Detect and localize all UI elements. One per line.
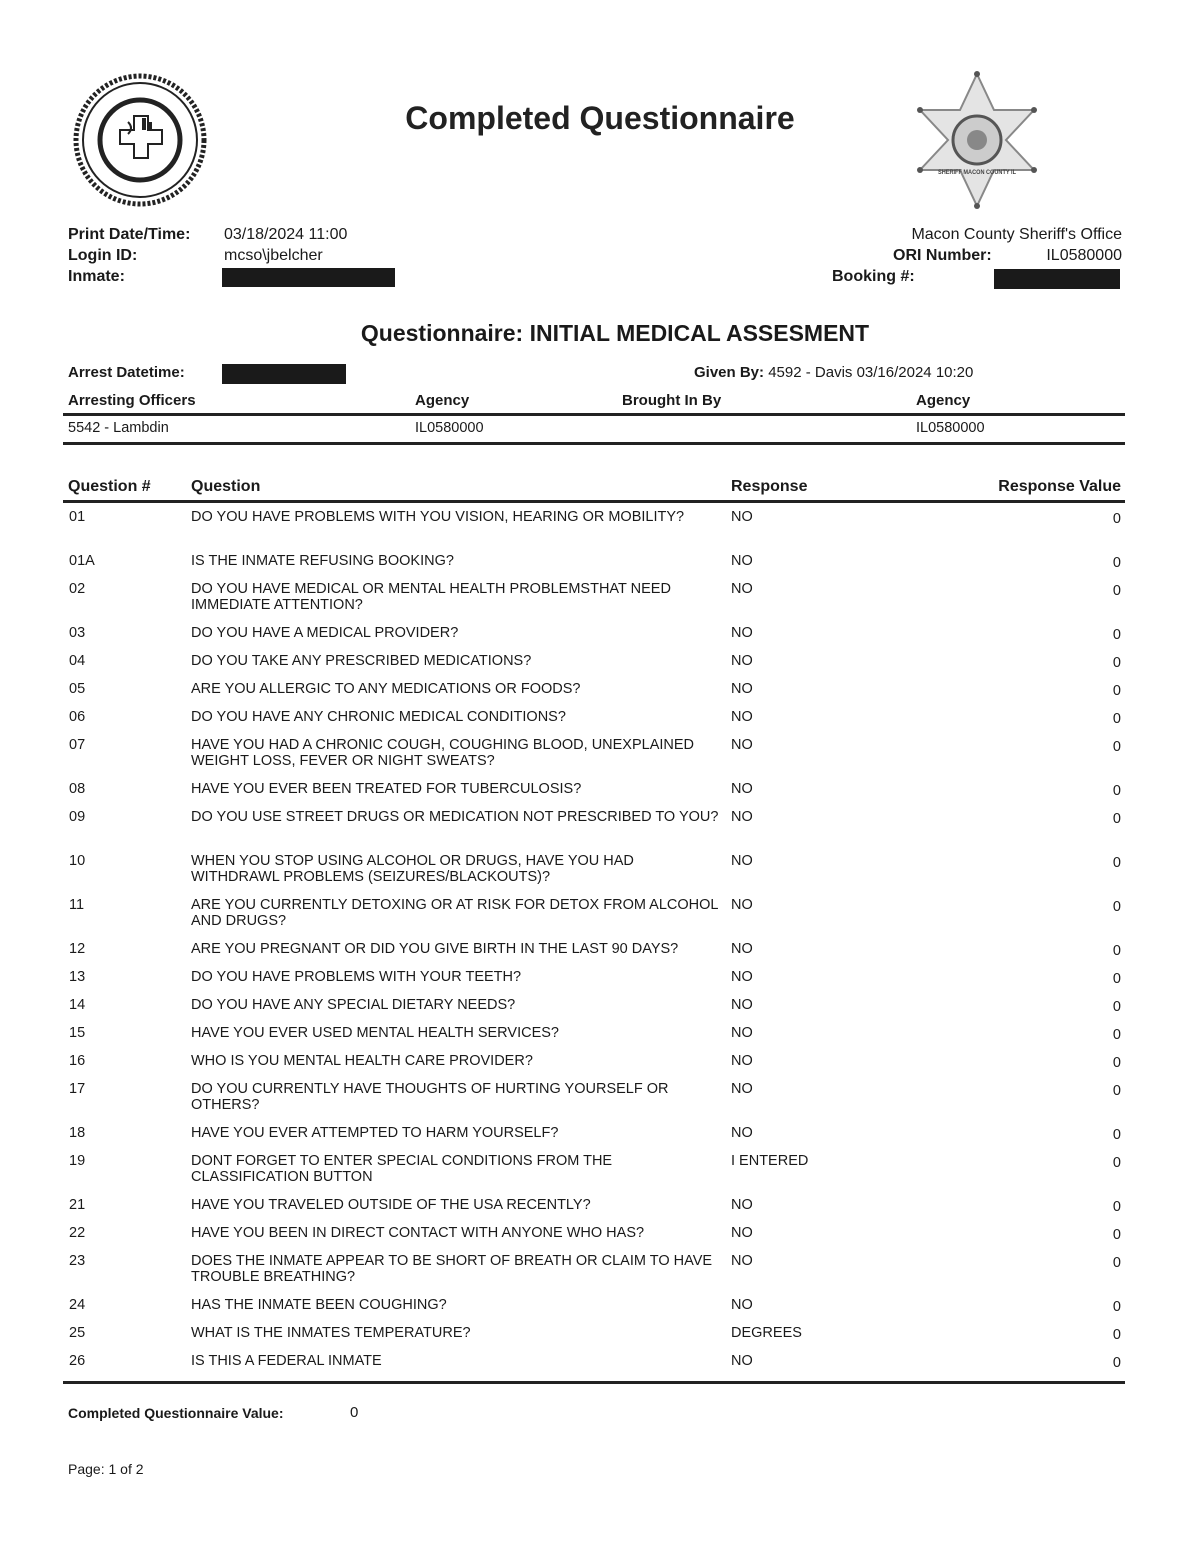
office-name: Macon County Sheriff's Office bbox=[911, 226, 1122, 243]
table-row bbox=[63, 1253, 1125, 1297]
question-number: 12 bbox=[69, 941, 86, 957]
page-title: Completed Questionnaire bbox=[405, 100, 795, 136]
question-number: 17 bbox=[69, 1081, 86, 1097]
response: NO bbox=[731, 997, 753, 1013]
question-number: 26 bbox=[69, 1353, 86, 1369]
response-value: 0 bbox=[1112, 1155, 1121, 1171]
question-text: HAS THE INMATE BEEN COUGHING? bbox=[191, 1297, 447, 1313]
response: NO bbox=[731, 941, 753, 957]
response: NO bbox=[731, 1125, 753, 1141]
question-number: 05 bbox=[69, 681, 86, 697]
arresting-agency: IL0580000 bbox=[415, 420, 484, 436]
table-row bbox=[63, 653, 1125, 681]
table-row bbox=[63, 969, 1125, 997]
response-value: 0 bbox=[1112, 739, 1121, 755]
response: NO bbox=[731, 553, 753, 569]
response: NO bbox=[731, 625, 753, 641]
question-number: 04 bbox=[69, 653, 86, 669]
print-datetime-value: 03/18/2024 11:00 bbox=[224, 226, 348, 243]
question-text: ARE YOU CURRENTLY DETOXING OR AT RISK FOR DETOX FROM ALCOHOL AND DRUGS? bbox=[191, 897, 718, 929]
response: NO bbox=[731, 1297, 753, 1313]
question-number: 16 bbox=[69, 1053, 86, 1069]
response: NO bbox=[731, 1053, 753, 1069]
question-text: IS THIS A FEDERAL INMATE bbox=[191, 1353, 382, 1369]
macon-county-seal-logo bbox=[72, 72, 208, 208]
response-value: 0 bbox=[1112, 511, 1121, 527]
ori-number-value: IL0580000 bbox=[1046, 247, 1122, 264]
question-text: HAVE YOU HAD A CHRONIC COUGH, COUGHING BLOOD, UNEXPLAINED WEIGHT LOSS, FEVER OR NIGHT SWEATS? bbox=[191, 737, 695, 769]
response: NO bbox=[731, 1197, 753, 1213]
response-value: 0 bbox=[1112, 655, 1121, 671]
booking-number-label: Booking #: bbox=[832, 268, 915, 285]
question-number: 03 bbox=[69, 625, 86, 641]
question-number: 11 bbox=[69, 897, 85, 913]
question-text: ARE YOU PREGNANT OR DID YOU GIVE BIRTH IN THE LAST 90 DAYS? bbox=[191, 941, 679, 957]
table-row bbox=[63, 1025, 1125, 1053]
table-row bbox=[63, 709, 1125, 737]
question-number: 01 bbox=[69, 509, 86, 525]
total-value-label: Completed Questionnaire Value: bbox=[68, 1405, 284, 1421]
response-value: 0 bbox=[1112, 1227, 1121, 1243]
inmate-label: Inmate: bbox=[68, 268, 125, 285]
response: NO bbox=[731, 1081, 753, 1097]
question-text: WHAT IS THE INMATES TEMPERATURE? bbox=[191, 1325, 471, 1341]
ori-number-label: ORI Number: bbox=[893, 247, 992, 264]
response: NO bbox=[731, 709, 753, 725]
column-header-response-value: Response Value bbox=[998, 478, 1121, 495]
response-value: 0 bbox=[1112, 1299, 1121, 1315]
badge-text: SHERIFF MACON COUNTY IL bbox=[938, 169, 1017, 176]
response-value: 0 bbox=[1112, 627, 1121, 643]
divider bbox=[63, 413, 1125, 416]
question-number: 08 bbox=[69, 781, 86, 797]
table-row bbox=[63, 509, 1125, 553]
response: NO bbox=[731, 1025, 753, 1041]
question-number: 23 bbox=[69, 1253, 86, 1269]
table-header bbox=[63, 476, 1125, 503]
question-number: 22 bbox=[69, 1225, 86, 1241]
table-row bbox=[63, 553, 1125, 581]
response-value: 0 bbox=[1112, 1327, 1121, 1343]
response: NO bbox=[731, 781, 753, 797]
question-text: WHO IS YOU MENTAL HEALTH CARE PROVIDER? bbox=[191, 1053, 533, 1069]
table-row bbox=[63, 1081, 1125, 1125]
sheriff-badge-logo bbox=[912, 70, 1042, 210]
arresting-officer: 5542 - Lambdin bbox=[68, 420, 169, 436]
column-header-question-number: Question # bbox=[68, 478, 151, 495]
response-value: 0 bbox=[1112, 943, 1121, 959]
inmate-redaction bbox=[222, 268, 395, 287]
table-row bbox=[63, 1225, 1125, 1253]
divider bbox=[63, 442, 1125, 445]
response: NO bbox=[731, 653, 753, 669]
question-text: DO YOU HAVE ANY CHRONIC MEDICAL CONDITIONS? bbox=[191, 709, 566, 725]
response-value: 0 bbox=[1112, 899, 1121, 915]
response-value: 0 bbox=[1112, 711, 1121, 727]
question-text: HAVE YOU EVER ATTEMPTED TO HARM YOURSELF? bbox=[191, 1125, 559, 1141]
table-row bbox=[63, 853, 1125, 897]
question-number: 01A bbox=[69, 553, 95, 569]
column-header-response: Response bbox=[731, 478, 808, 495]
question-number: 06 bbox=[69, 709, 86, 725]
question-text: HAVE YOU EVER BEEN TREATED FOR TUBERCULOSIS? bbox=[191, 781, 582, 797]
questionnaire-title: Questionnaire: INITIAL MEDICAL ASSESMENT bbox=[360, 320, 870, 346]
question-text: HAVE YOU TRAVELED OUTSIDE OF THE USA RECENTLY? bbox=[191, 1197, 591, 1213]
brought-in-agency: IL0580000 bbox=[916, 420, 985, 436]
table-row bbox=[63, 809, 1125, 853]
table-row bbox=[63, 581, 1125, 625]
response-value: 0 bbox=[1112, 1355, 1121, 1371]
response-value: 0 bbox=[1112, 971, 1121, 987]
question-number: 18 bbox=[69, 1125, 86, 1141]
table-row bbox=[63, 1353, 1125, 1381]
question-number: 13 bbox=[69, 969, 86, 985]
question-text: DO YOU HAVE ANY SPECIAL DIETARY NEEDS? bbox=[191, 997, 516, 1013]
table-row bbox=[63, 1125, 1125, 1153]
table-row bbox=[63, 897, 1125, 941]
response-value: 0 bbox=[1112, 1055, 1121, 1071]
question-text: WHEN YOU STOP USING ALCOHOL OR DRUGS, HAVE YOU HAD WITHDRAWL PROBLEMS (SEIZURES/BLACKOUTS)? bbox=[191, 853, 634, 885]
arresting-officers-header: Arresting Officers bbox=[68, 392, 196, 409]
table-bottom-divider bbox=[63, 1381, 1125, 1384]
response-value: 0 bbox=[1112, 783, 1121, 799]
question-number: 07 bbox=[69, 737, 86, 753]
question-number: 02 bbox=[69, 581, 86, 597]
response-value: 0 bbox=[1112, 1027, 1121, 1043]
response: NO bbox=[731, 737, 753, 753]
response: NO bbox=[731, 509, 753, 525]
arrest-datetime-label: Arrest Datetime: bbox=[68, 364, 185, 381]
response-value: 0 bbox=[1112, 855, 1121, 871]
table-row bbox=[63, 1197, 1125, 1225]
response: NO bbox=[731, 809, 753, 825]
table-row bbox=[63, 1325, 1125, 1353]
brought-in-by-header: Brought In By bbox=[622, 392, 722, 409]
question-number: 09 bbox=[69, 809, 86, 825]
table-row bbox=[63, 781, 1125, 809]
response-value: 0 bbox=[1112, 583, 1121, 599]
booking-redaction bbox=[994, 269, 1120, 289]
question-text: ARE YOU ALLERGIC TO ANY MEDICATIONS OR FOODS? bbox=[191, 681, 581, 697]
question-text: DO YOU HAVE MEDICAL OR MENTAL HEALTH PROBLEMSTHAT NEED IMMEDIATE ATTENTION? bbox=[191, 581, 671, 613]
response: NO bbox=[731, 897, 753, 913]
response-value: 0 bbox=[1112, 1127, 1121, 1143]
question-number: 25 bbox=[69, 1325, 86, 1341]
agency-header-2: Agency bbox=[916, 392, 971, 409]
question-number: 15 bbox=[69, 1025, 86, 1041]
agency-header: Agency bbox=[415, 392, 470, 409]
given-by-label: Given By: bbox=[694, 364, 765, 381]
response: NO bbox=[731, 581, 753, 597]
question-text: DO YOU HAVE A MEDICAL PROVIDER? bbox=[191, 625, 459, 641]
table-row bbox=[63, 625, 1125, 653]
question-text: HAVE YOU EVER USED MENTAL HEALTH SERVICES? bbox=[191, 1025, 559, 1041]
question-text: DO YOU HAVE PROBLEMS WITH YOU VISION, HEARING OR MOBILITY? bbox=[191, 509, 685, 525]
given-by bbox=[694, 364, 973, 381]
table-row bbox=[63, 997, 1125, 1025]
response: NO bbox=[731, 681, 753, 697]
question-number: 19 bbox=[69, 1153, 86, 1169]
response-value: 0 bbox=[1112, 999, 1121, 1015]
login-id-value: mcso\jbelcher bbox=[224, 247, 323, 264]
table-row bbox=[63, 941, 1125, 969]
question-text: IS THE INMATE REFUSING BOOKING? bbox=[191, 553, 454, 569]
response: NO bbox=[731, 1225, 753, 1241]
page-number: Page: 1 of 2 bbox=[68, 1461, 144, 1477]
response-value: 0 bbox=[1112, 811, 1121, 827]
question-text: DO YOU TAKE ANY PRESCRIBED MEDICATIONS? bbox=[191, 653, 532, 669]
given-by-value: 4592 - Davis 03/16/2024 10:20 bbox=[768, 364, 974, 381]
question-text: HAVE YOU BEEN IN DIRECT CONTACT WITH ANYONE WHO HAS? bbox=[191, 1225, 645, 1241]
column-header-question: Question bbox=[191, 478, 261, 495]
arrest-datetime-redaction bbox=[222, 364, 346, 384]
response: I ENTERED bbox=[731, 1153, 809, 1169]
response-value: 0 bbox=[1112, 1255, 1121, 1271]
question-text: DONT FORGET TO ENTER SPECIAL CONDITIONS FROM THE CLASSIFICATION BUTTON bbox=[191, 1153, 613, 1185]
response: NO bbox=[731, 1253, 753, 1269]
table-row bbox=[63, 1297, 1125, 1325]
response-value: 0 bbox=[1112, 1199, 1121, 1215]
table-row bbox=[63, 1053, 1125, 1081]
question-number: 24 bbox=[69, 1297, 86, 1313]
response: DEGREES bbox=[731, 1325, 802, 1341]
question-text: DO YOU USE STREET DRUGS OR MEDICATION NOT PRESCRIBED TO YOU? bbox=[191, 809, 719, 825]
response: NO bbox=[731, 853, 753, 869]
response-value: 0 bbox=[1112, 1083, 1121, 1099]
table-row bbox=[63, 1153, 1125, 1197]
question-text: DO YOU CURRENTLY HAVE THOUGHTS OF HURTING YOURSELF OR OTHERS? bbox=[191, 1081, 669, 1113]
question-text: DOES THE INMATE APPEAR TO BE SHORT OF BREATH OR CLAIM TO HAVE TROUBLE BREATHING? bbox=[191, 1253, 713, 1285]
question-number: 10 bbox=[69, 853, 86, 869]
table-row bbox=[63, 681, 1125, 709]
response: NO bbox=[731, 969, 753, 985]
question-number: 21 bbox=[69, 1197, 86, 1213]
question-number: 14 bbox=[69, 997, 86, 1013]
response-value: 0 bbox=[1112, 555, 1121, 571]
login-id-label: Login ID: bbox=[68, 247, 138, 264]
response: NO bbox=[731, 1353, 753, 1369]
total-value: 0 bbox=[350, 1404, 359, 1421]
questions-table bbox=[63, 476, 1125, 1384]
question-text: DO YOU HAVE PROBLEMS WITH YOUR TEETH? bbox=[191, 969, 522, 985]
print-datetime-label: Print Date/Time: bbox=[68, 226, 191, 243]
table-row bbox=[63, 737, 1125, 781]
response-value: 0 bbox=[1112, 683, 1121, 699]
